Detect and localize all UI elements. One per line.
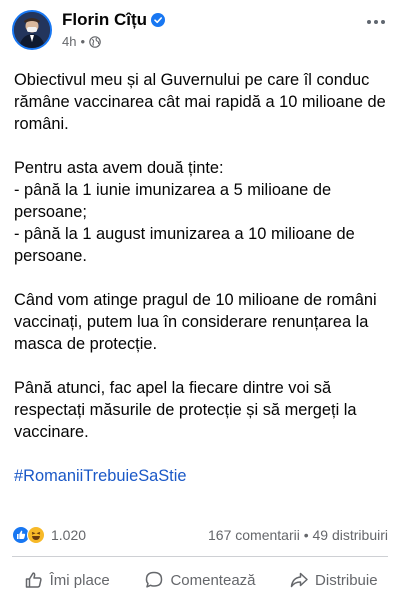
avatar-portrait-icon <box>14 12 50 48</box>
counts-separator: • <box>303 527 309 543</box>
post-paragraph: Pentru asta avem două ținte: - până la 1 iunie imunizarea a 5 milioane de persoane; - până la 1 august imunizarea a 10 milioane de persoane. <box>14 159 355 265</box>
post-paragraph: Obiectivul meu și al Guvernului pe care îl conduc rămâne vaccinarea cât mai rapidă a 10 milioane de români. <box>14 71 386 133</box>
author-name[interactable]: Florin Cîțu <box>62 10 147 29</box>
like-label: Îmi place <box>49 571 110 589</box>
share-label: Distribuie <box>315 571 378 589</box>
comment-bubble-icon <box>144 570 164 590</box>
divider <box>12 556 388 557</box>
more-options-icon[interactable] <box>364 12 388 32</box>
engagement-counts <box>208 527 388 543</box>
reactions-row <box>12 524 388 546</box>
comment-button[interactable] <box>133 570 266 590</box>
verified-badge-icon <box>151 13 165 27</box>
like-button[interactable] <box>0 570 133 590</box>
globe-icon <box>89 36 101 48</box>
thumbs-up-icon <box>24 570 44 590</box>
share-arrow-icon <box>289 570 309 590</box>
header-text <box>62 8 165 49</box>
post-time[interactable]: 4h <box>62 34 77 49</box>
meta-separator: • <box>80 34 86 49</box>
reaction-icons[interactable] <box>12 526 45 544</box>
share-count[interactable]: 49 distribuiri <box>312 527 388 543</box>
post-meta <box>62 34 165 49</box>
name-row <box>62 8 165 32</box>
comment-count[interactable]: 167 comentarii <box>208 527 300 543</box>
action-bar <box>0 562 400 598</box>
hashtag-link[interactable]: #RomaniiTrebuieSaStie <box>14 467 187 485</box>
post-paragraph: Când vom atinge pragul de 10 milioane de români vaccinați, putem lua în considerare renunțarea la masca de protecție. <box>14 291 377 353</box>
haha-reaction-icon <box>27 526 45 544</box>
post-paragraph: Până atunci, fac apel la fiecare dintre voi să respectați măsurile de protecție și să mergeți la vaccinare. <box>14 379 357 441</box>
share-button[interactable] <box>267 570 400 590</box>
comment-label: Comentează <box>170 571 256 589</box>
author-avatar[interactable] <box>12 10 52 50</box>
reaction-count[interactable]: 1.020 <box>51 527 87 543</box>
post-header <box>12 8 388 56</box>
post-body <box>14 69 386 487</box>
